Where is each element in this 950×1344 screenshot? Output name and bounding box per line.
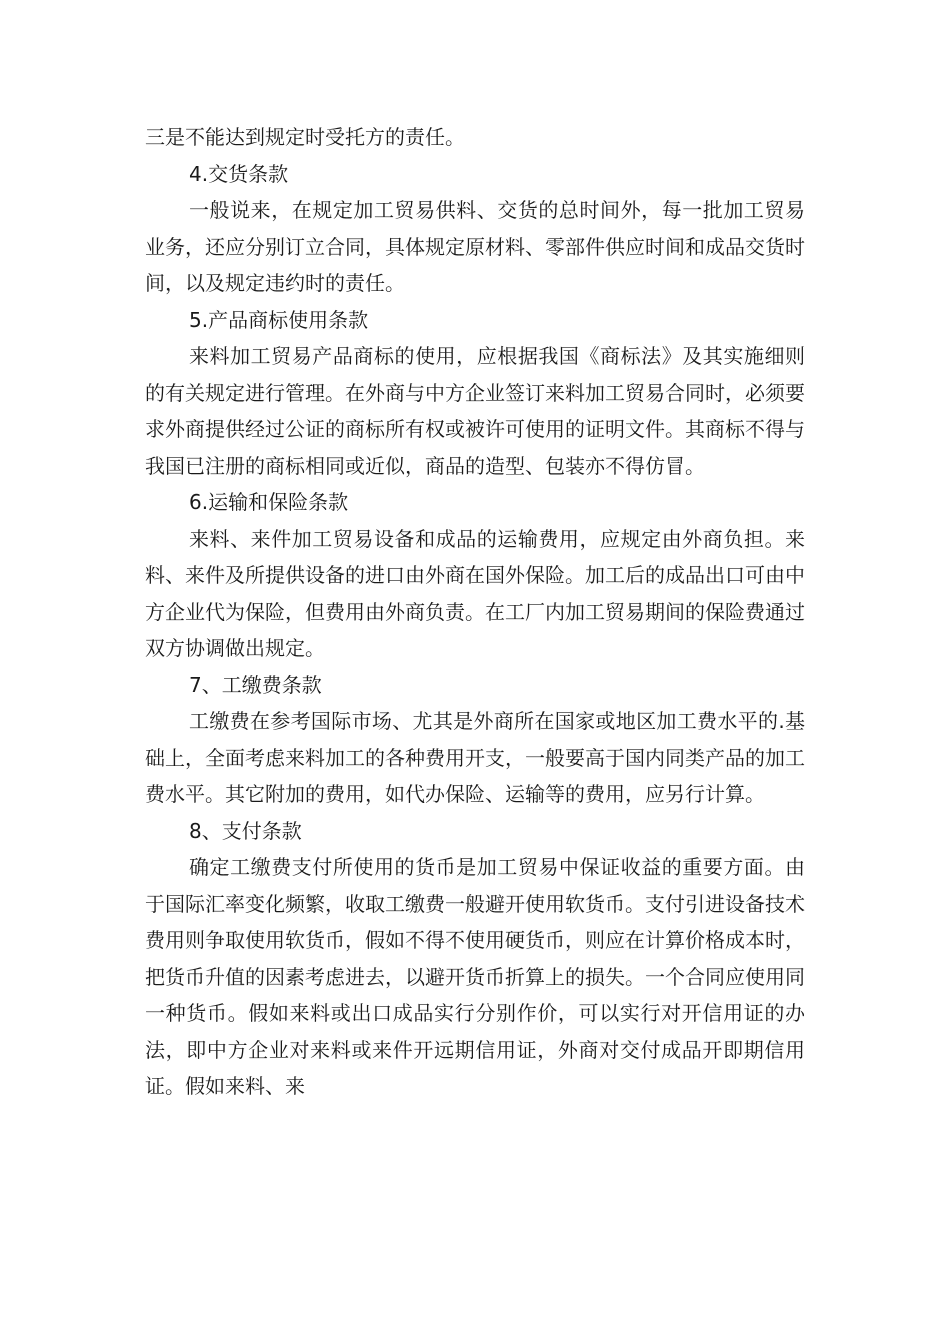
section-heading-8: 8、支付条款 [189, 818, 302, 843]
section-heading-5: 5.产品商标使用条款 [189, 307, 369, 332]
paragraph-transport-insurance: 来料、来件加工贸易设备和成品的运输费用，应规定由外商负担。来料、来件及所提供设备的进口由外商在国外保险。加工后的成品出口可由中方企业代为保险，但费用由外商负责。在工厂内加工贸易期间的保险费通过双方协调做出规定。 [145, 526, 805, 660]
paragraph-delivery: 一般说来，在规定加工贸易供料、交货的总时间外，每一批加工贸易业务，还应分别订立合同，具体规定原材料、零部件供应时间和成品交货时间，以及规定违约时的责任。 [145, 198, 805, 295]
paragraph-payment: 确定工缴费支付所使用的货币是加工贸易中保证收益的重要方面。由于国际汇率变化频繁，收取工缴费一般避开使用软货币。支付引进设备技术费用则争取使用软货币，假如不得不使用硬货币，则应在计算价格成本时，把货币升值的因素考虑进去，以避开货币折算上的损失。一个合同应使用同一种货币。假如来料或出口成品实行分别作价，可以实行对开信用证的办法，即中方企业对来料或来件开远期信用证，外商对交付成品开即期信用证。假如来料、来 [145, 855, 805, 1098]
section-heading-4: 4.交货条款 [189, 161, 289, 186]
paragraph-trademark: 来料加工贸易产品商标的使用，应根据我国《商标法》及其实施细则的有关规定进行管理。在外商与中方企业签订来料加工贸易合同时，必须要求外商提供经过公证的商标所有权或被许可使用的证明文件。其商标不得与我国已注册的商标相同或近似，商品的造型、包装亦不得仿冒。 [145, 344, 805, 478]
document-body [145, 119, 805, 1105]
section-heading-7: 7、工缴费条款 [189, 672, 322, 697]
paragraph-processing-fee: 工缴费在参考国际市场、尤其是外商所在国家或地区加工费水平的.基础上，全面考虑来料加工的各种费用开支，一般要高于国内同类产品的加工费水平。其它附加的费用，如代办保险、运输等的费用，应另行计算。 [145, 709, 805, 806]
paragraph-1: 三是不能达到规定时受托方的责任。 [145, 125, 465, 149]
section-heading-6: 6.运输和保险条款 [189, 490, 349, 514]
